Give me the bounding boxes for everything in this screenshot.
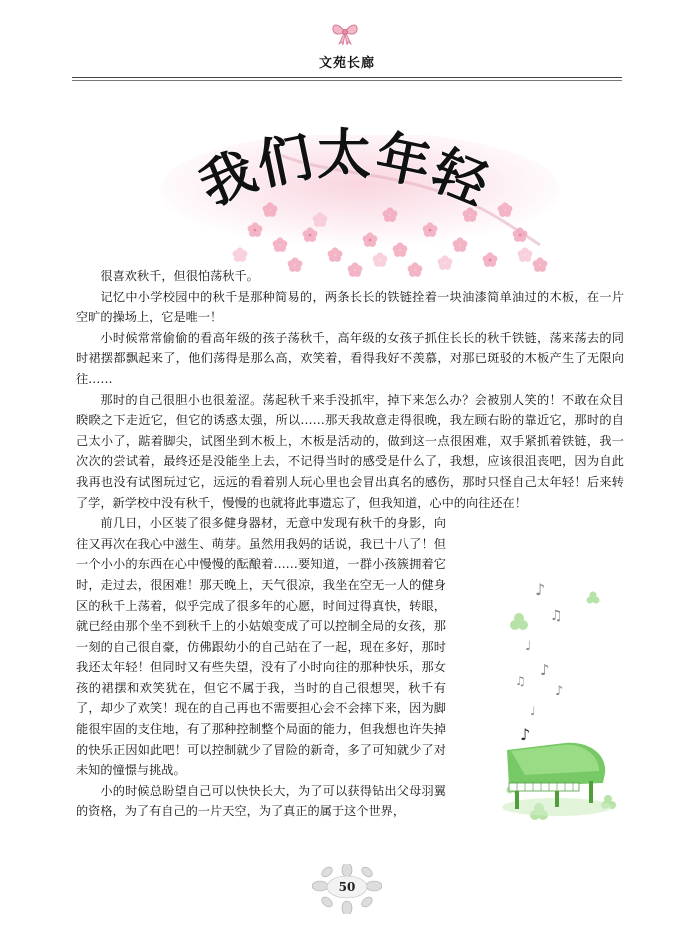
article-title-text: 我们太年轻 <box>191 123 499 218</box>
svg-text:♪: ♪ <box>520 725 531 744</box>
svg-text:我们太年轻 <box>191 123 499 218</box>
svg-text:♪: ♪ <box>555 684 564 699</box>
svg-text:♫: ♫ <box>550 608 563 624</box>
paragraph-4: 那时的自己很胆小也很羞涩。荡起秋千来手没抓牢，掉下来怎么办？会被别人笑的！不敢在众目睽睽之下走近它，但它的诱惑太强，所以……那天我故意走得很晚，我左顾右盼的靠近它，那时的自己太小了，踮着脚尖，试图坐到木板上，木板是活动的，做到这一点很困难，双手紧抓着铁链，我一次次的尝试着，最终还是没能坐上去，不记得当时的感受是什么了，我想，应该很沮丧吧，因为自此我再也没有试图玩过它，远远的看着别人玩心里也会冒出真名的感伤，那时只怪自己太年轻！后来转了学，新学校中没有秋千，慢慢的也就将此事遗忘了，但我知道，心中的向往还在！ <box>76 392 624 510</box>
section-title: 文苑长廊 <box>318 56 375 71</box>
paragraph-5: 前几日，小区装了很多健身器材，无意中发现有秋千的身影，向往又再次在我心中滋生、萌芽。虽然用我妈的话说，我已十八了！但一个小小的东西在心中慢慢的酝酿着……要知道，一群小孩簇拥着它时，走过去，很困难！那天晚上，天气很凉，我坐在空无一人的健身区的秋千上荡着，似乎完成了很多年的心愿，时间过得真快，转眼，就已经由那个坐不到秋千上的小姑娘变成了可以控制全局的女孩，那一刻的自己很自豪，仿佛跟幼小的自己站在了一起，现在多好，那时我还太年轻！但同时又有些失望，没有了小时向往的那种快乐，那女孩的裙摆和欢笑犹在，但它不属于我，当时的自己很想哭，秋千有了，却少了欢笑！现在的自己再也不需要担心会不会摔下来，因为脚能很牢固的支住地，有了那种控制整个局面的能力，但我想也许失掉的快乐正因如此吧！可以控制就少了冒险的新奇，多了可知就少了对未知的憧憬与挑战。 <box>76 516 446 778</box>
paragraph-1: 很喜欢秋千，但很怕荡秋千。 <box>100 269 259 283</box>
header-divider-thin <box>72 80 622 81</box>
svg-text:♪: ♪ <box>535 580 546 599</box>
piano-shape <box>502 743 612 816</box>
music-note-icon <box>515 580 563 744</box>
svg-text:♫: ♫ <box>515 674 526 688</box>
page-number: 50 <box>338 880 356 894</box>
page-number-ornament <box>312 864 382 914</box>
paragraph-2: 记忆中小学校园中的秋千是那种简易的，两条长长的铁链拴着一块油漆简单油过的木板，在一片空旷的操场上，它是唯一！ <box>76 289 624 325</box>
svg-text:♪: ♪ <box>540 661 550 679</box>
article-title <box>180 118 510 238</box>
piano-illustration <box>495 575 625 845</box>
svg-text:♩: ♩ <box>525 639 532 654</box>
svg-text:♩: ♩ <box>530 704 536 718</box>
paragraph-6: 小的时候总盼望自己可以快快长大，为了可以获得钻出父母羽翼的资格，为了有自己的一片天空，为了真正的属于这个世界， <box>76 783 446 819</box>
paragraph-3: 小时候常常偷偷的看高年级的孩子荡秋千，高年级的女孩子抓住长长的秋千铁链，荡来荡去的同时裙摆都飘起来了，他们荡得是那么高，欢笑着，看得我好不羡慕，对那已斑驳的木板产生了无限向往…… <box>76 330 624 386</box>
header-divider <box>72 77 622 78</box>
ribbon-bow-icon <box>330 20 360 46</box>
